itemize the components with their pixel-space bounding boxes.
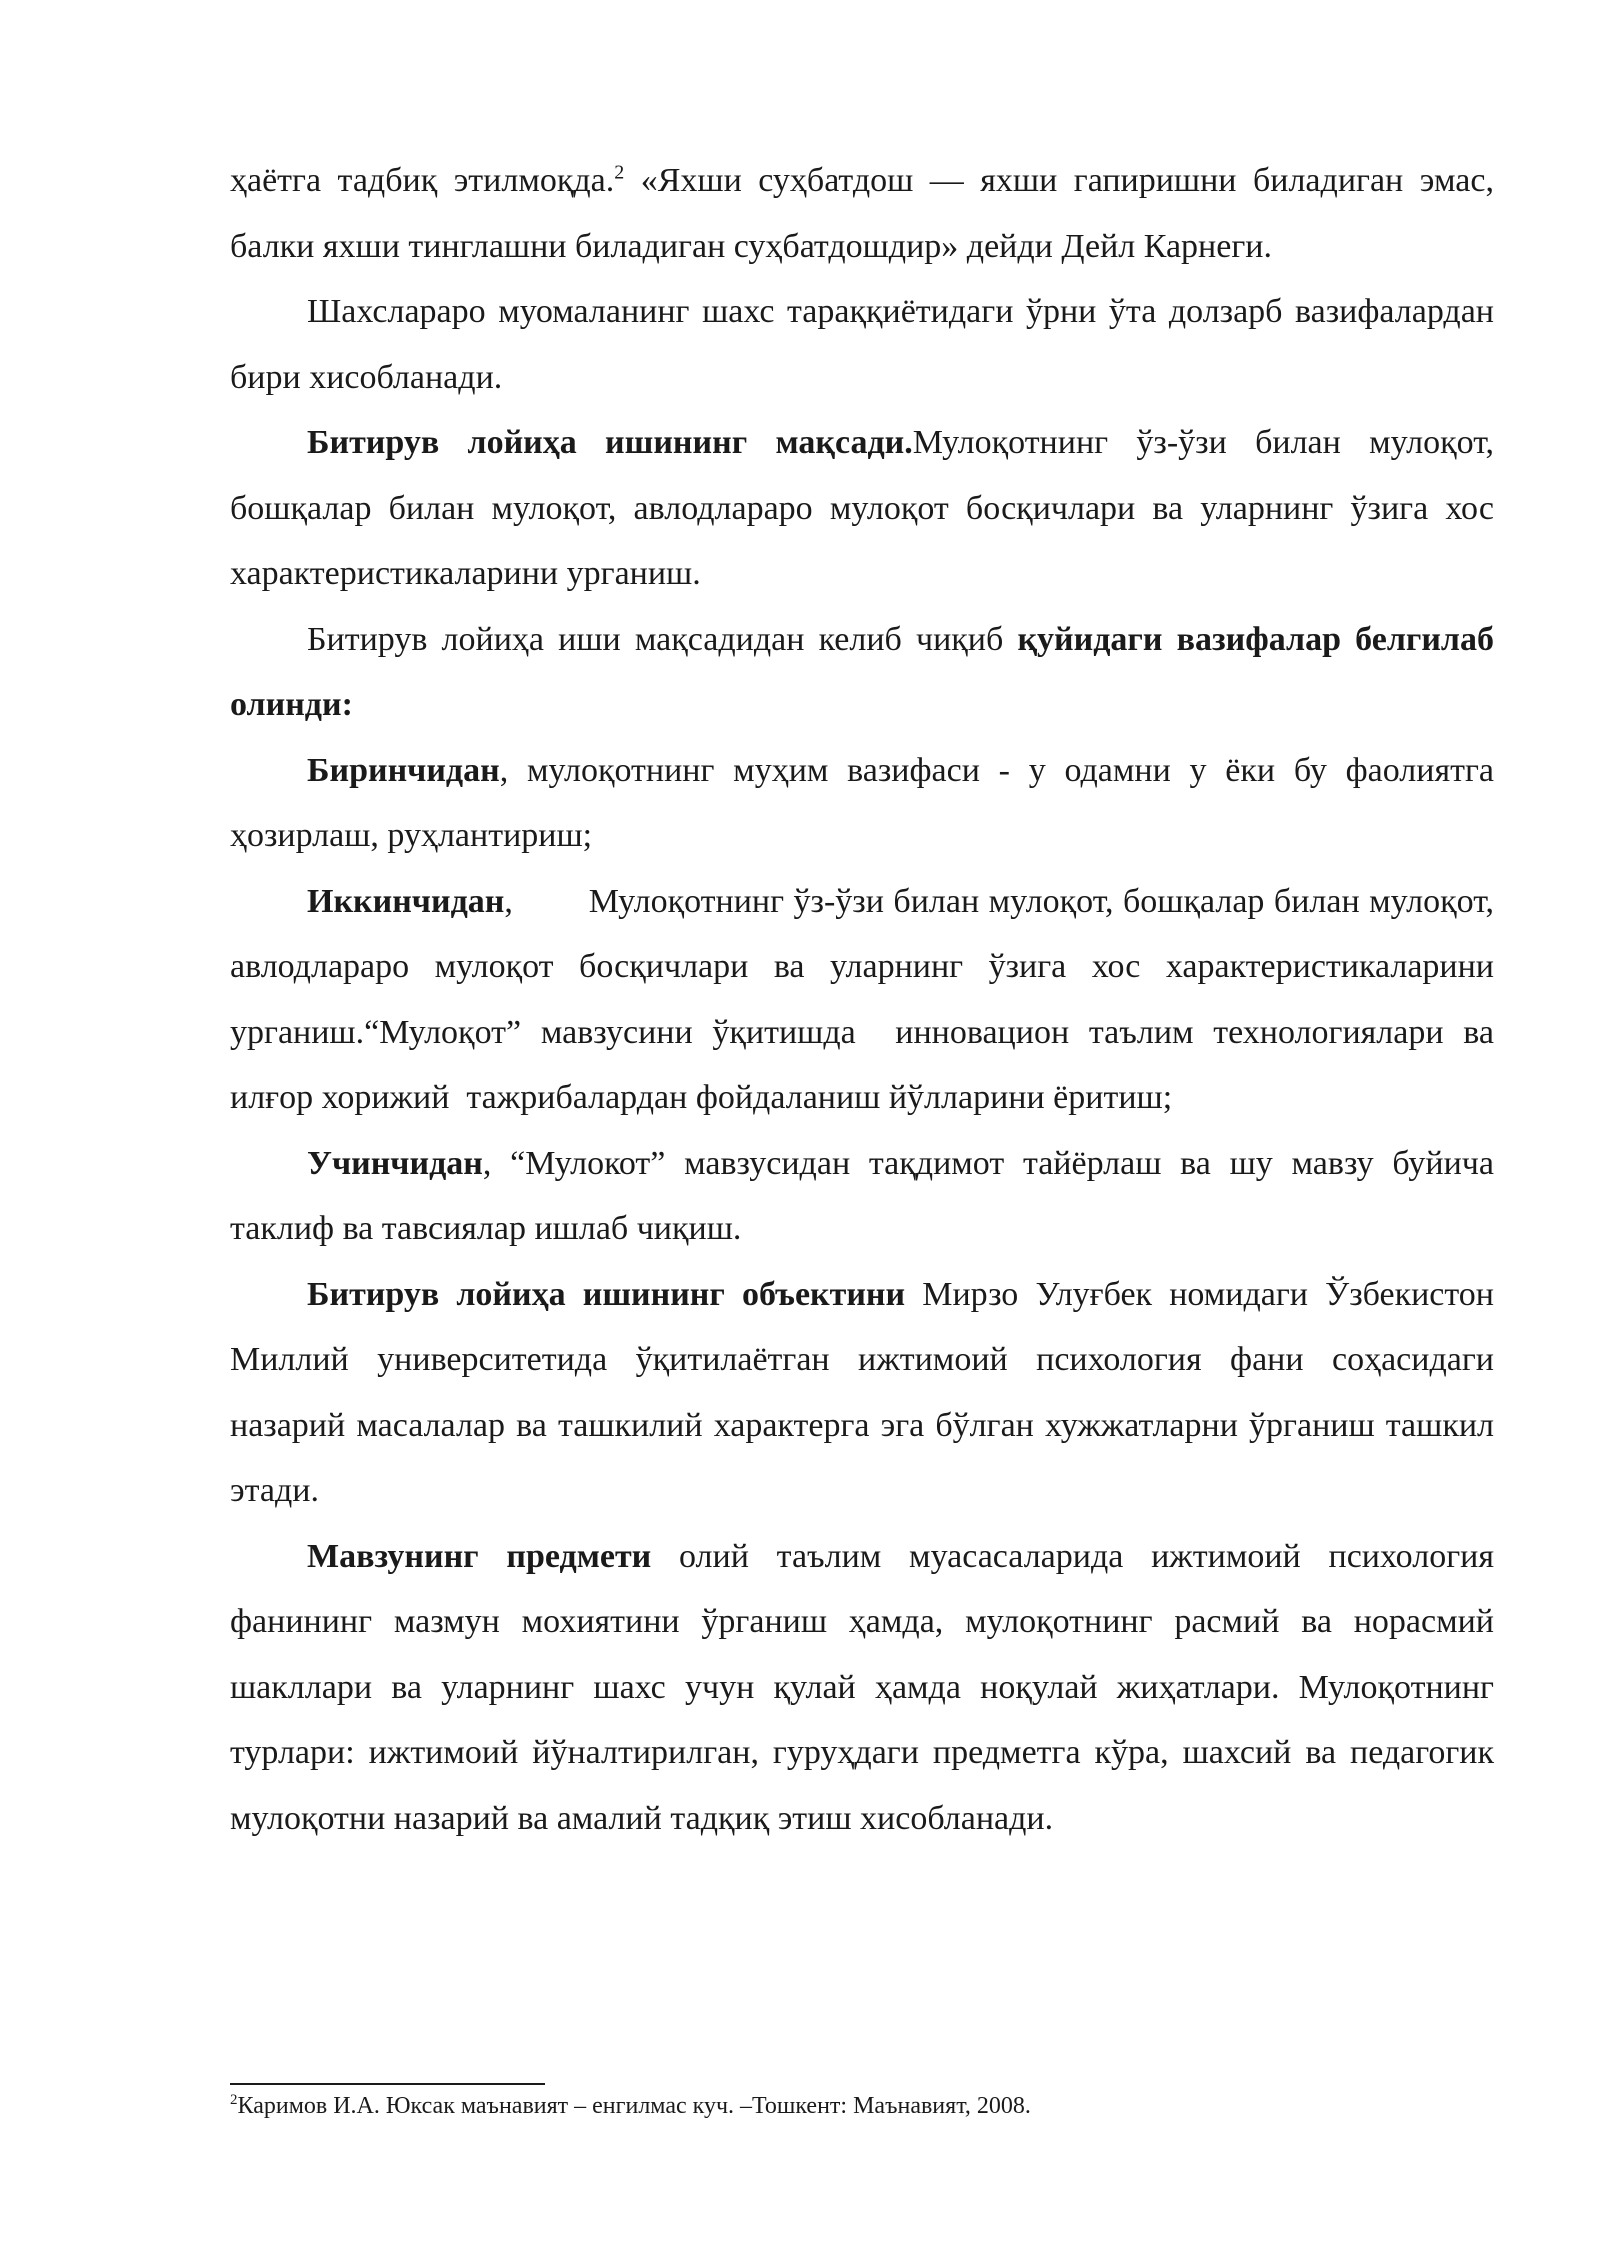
paragraph-heading: Биринчидан	[307, 751, 500, 789]
paragraph-third-task	[230, 1131, 1494, 1262]
footnote-separator	[230, 2083, 545, 2085]
paragraph-text: Шахслараро муомаланинг шахс тараққиётидаги ўрни ўта долзарб вазифалардан бири хисобланади.	[230, 293, 1494, 396]
footnote	[230, 2090, 1494, 2122]
paragraph-heading: Мавзунинг предмети	[307, 1537, 652, 1575]
paragraph-text: , “Мулокот” мавзусидан тақдимот тайёрлаш ва шу мавзу буйича таклиф ва тавсиялар ишлаб чиқиш.	[230, 1144, 1494, 1247]
paragraph-text: , мулоқотнинг муҳим вазифаси - у одамни у ёки бу фаолиятга ҳозирлаш, руҳлантириш;	[230, 751, 1494, 854]
paragraph-first-task	[230, 738, 1494, 869]
paragraph-text: ҳаётга тадбиқ этилмоқда.	[230, 162, 615, 199]
paragraph-heading: Учинчидан	[307, 1144, 483, 1182]
paragraph-text: Мулоқотнинг ўз-ўзи билан мулоқот, бошқалар билан мулоқот, авлодлараро мулоқот босқичлари ва уларнинг ўзига хос характеристикаларини урганиш.	[230, 424, 1494, 592]
paragraph-heading: қуйидаги вазифалар белгилаб олинди:	[230, 620, 1494, 723]
paragraph-continuation	[230, 148, 1494, 279]
footnote-number: 2	[230, 2092, 238, 2108]
document-body	[230, 148, 1503, 1851]
footnote-text: Каримов И.А. Юксак маънавият – енгилмас куч. –Тошкент: Маънавият, 2008.	[237, 2093, 1031, 2119]
paragraph-text: Мирзо Улуғбек номидаги Ўзбекистон Миллий университетида ўқитилаётган ижтимоий психология фани соҳасидаги назарий масалалар ва ташкилий характерга эга бўлган хужжатларни ўрганиш ташкил этади.	[230, 1275, 1495, 1509]
paragraph-text: «Яхши суҳбатдош — яхши гапиришни биладиган эмас, балки яхши тинглашни биладиган суҳбатдошдир» дейди Дейл Карнеги.	[230, 162, 1494, 265]
paragraph-text: олий таълим муасасаларида ижтимоий психология фанининг мазмун мохиятини ўрганиш ҳамда, мулоқотнинг расмий ва норасмий шакллари ва уларнинг шахс учун қулай ҳамда ноқулай жиҳатлари. Мулоқотнинг турлари: ижтимоий йўналтирилган, гуруҳдаги предметга кўра, шахсий ва педагогик мулоқотни назарий ва амалий тадқиқ этиш хисобланади.	[230, 1537, 1494, 1837]
paragraph-second-task	[230, 869, 1503, 1131]
paragraph-subject	[230, 1524, 1494, 1852]
paragraph-heading: Иккинчидан	[307, 882, 505, 920]
paragraph-object	[230, 1262, 1494, 1524]
paragraph-text: Битирув лойиҳа иши мақсадидан келиб чиқиб	[307, 620, 1018, 658]
footnote-reference[interactable]: 2	[614, 161, 625, 184]
paragraph-goal	[230, 410, 1494, 607]
paragraph-tasks-intro	[230, 607, 1494, 738]
paragraph-heading: Битирув лойиҳа ишининг мақсади.	[307, 424, 913, 461]
paragraph-interpersonal	[230, 279, 1494, 410]
paragraph-heading: Битирув лойиҳа ишининг объектини	[307, 1275, 906, 1313]
paragraph-text: , Мулоқотнинг ўз-ўзи билан мулоқот, бошқалар билан мулоқот, авлодлараро мулоқот босқичлари ва уларнинг ўзига хос характеристикаларини урганиш.“Мулоқот” мавзусини ўқитишда инновацион таълим технологиялари ва илғор хорижий тажрибалардан фойдаланиш йўлларини ёритиш;	[230, 882, 1503, 1116]
